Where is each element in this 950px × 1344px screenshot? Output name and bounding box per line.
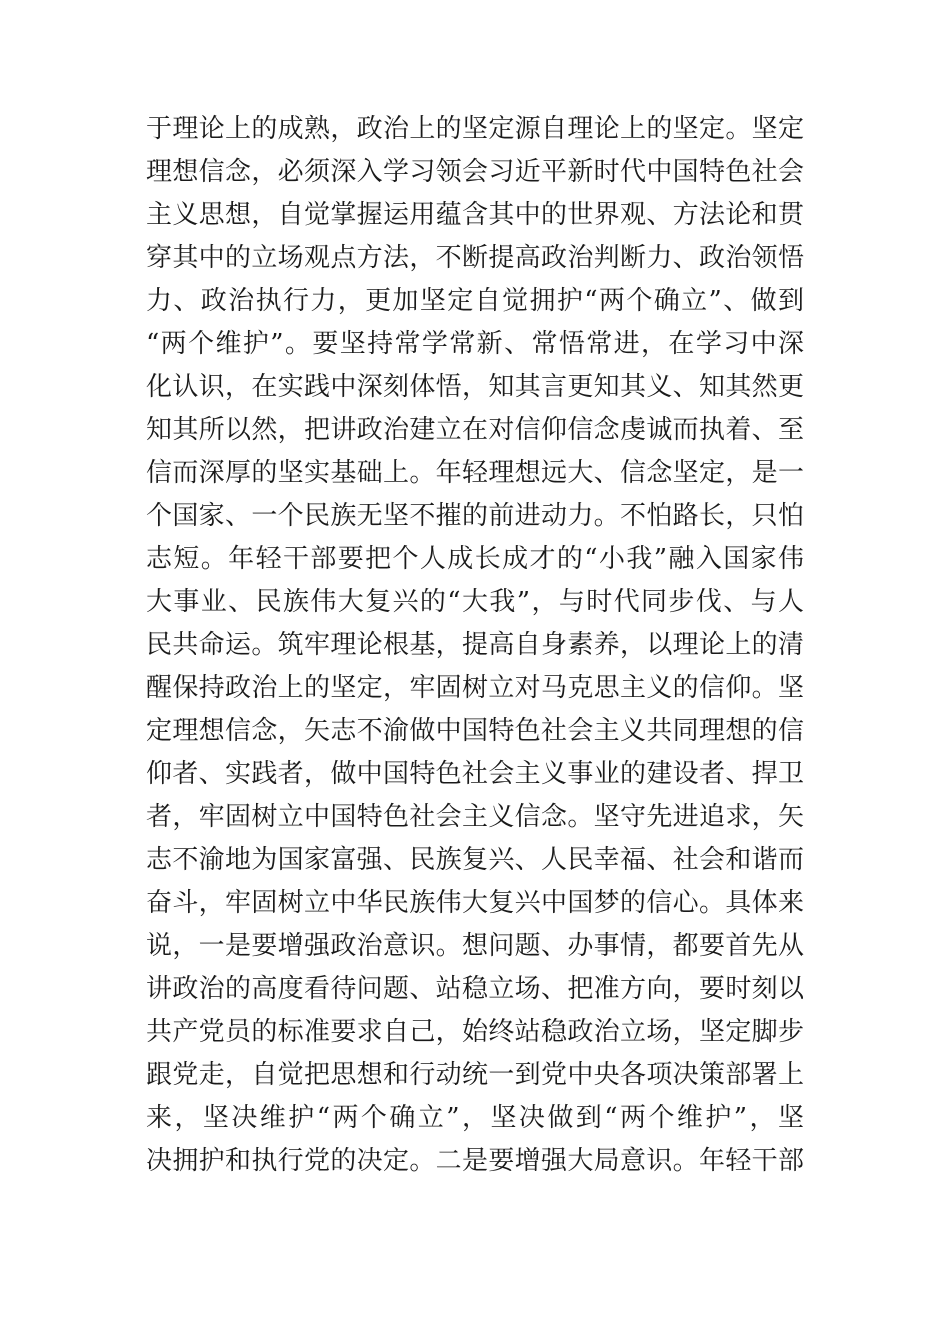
text-line: 知其所以然，把讲政治建立在对信仰信念虔诚而执着、至	[146, 415, 804, 445]
text-line: 定理想信念，矢志不渝做中国特色社会主义共同理想的信	[146, 716, 804, 746]
text-line: 大事业、民族伟大复兴的“大我”，与时代同步伐、与人	[146, 587, 804, 617]
text-line: 民共命运。筑牢理论根基，提高自身素养，以理论上的清	[146, 630, 804, 660]
text-line: 仰者、实践者，做中国特色社会主义事业的建设者、捍卫	[146, 759, 804, 789]
text-line: 穿其中的立场观点方法，不断提高政治判断力、政治领悟	[146, 243, 804, 273]
text-line: 信而深厚的坚实基础上。年轻理想远大、信念坚定，是一	[146, 458, 804, 488]
text-line: 理想信念，必须深入学习领会习近平新时代中国特色社会	[146, 157, 804, 187]
text-line: 于理论上的成熟，政治上的坚定源自理论上的坚定。坚定	[146, 114, 804, 144]
text-line: 者，牢固树立中国特色社会主义信念。坚守先进追求，矢	[146, 802, 804, 832]
text-line: 化认识，在实践中深刻体悟，知其言更知其义、知其然更	[146, 372, 804, 402]
text-line: 跟党走，自觉把思想和行动统一到党中央各项决策部署上	[146, 1060, 804, 1090]
text-line: 决拥护和执行党的决定。二是要增强大局意识。年轻干部	[146, 1146, 804, 1176]
text-line: 主义思想，自觉掌握运用蕴含其中的世界观、方法论和贯	[146, 200, 804, 230]
text-line: 醒保持政治上的坚定，牢固树立对马克思主义的信仰。坚	[146, 673, 804, 703]
text-line: 志不渝地为国家富强、民族复兴、人民幸福、社会和谐而	[146, 845, 804, 875]
text-line: 讲政治的高度看待问题、站稳立场、把准方向，要时刻以	[146, 974, 804, 1004]
body-text	[146, 108, 816, 1183]
text-line: 个国家、一个民族无坚不摧的前进动力。不怕路长，只怕	[146, 501, 804, 531]
text-line: 志短。年轻干部要把个人成长成才的“小我”融入国家伟	[146, 544, 804, 574]
text-line: “两个维护”。要坚持常学常新、常悟常进，在学习中深	[146, 329, 804, 359]
text-line: 来，坚决维护“两个确立”，坚决做到“两个维护”，坚	[146, 1103, 804, 1133]
text-line: 说，一是要增强政治意识。想问题、办事情，都要首先从	[146, 931, 804, 961]
text-line: 共产党员的标准要求自己，始终站稳政治立场，坚定脚步	[146, 1017, 804, 1047]
text-line: 奋斗，牢固树立中华民族伟大复兴中国梦的信心。具体来	[146, 888, 804, 918]
text-line: 力、政治执行力，更加坚定自觉拥护“两个确立”、做到	[146, 286, 804, 316]
